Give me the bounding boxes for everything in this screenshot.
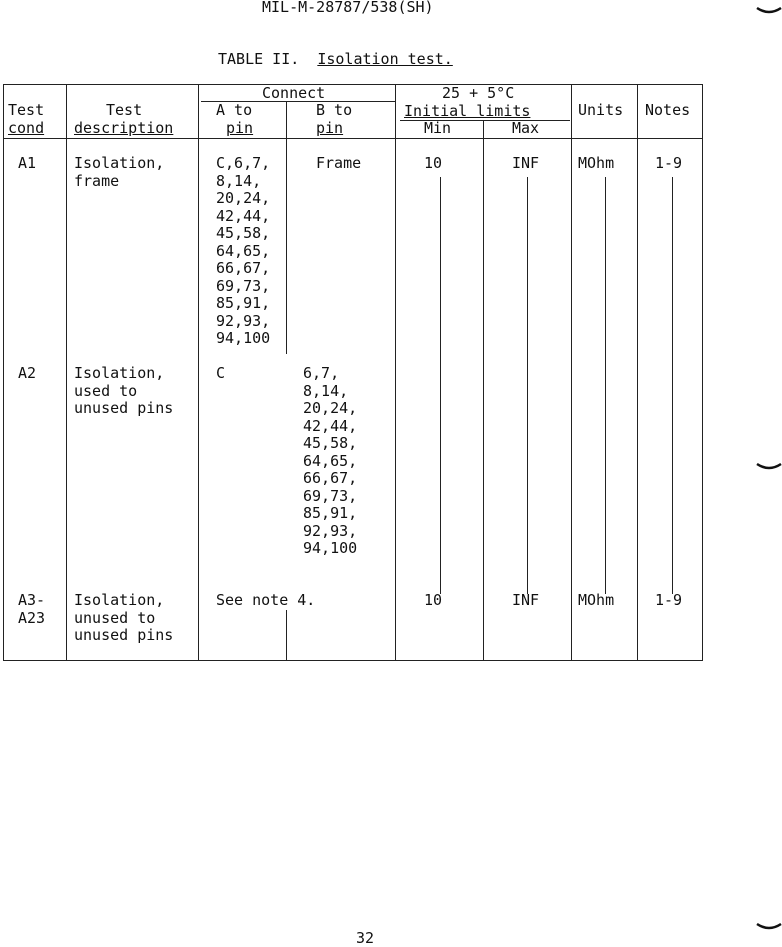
table-top-border — [3, 84, 702, 85]
binding-mark-top — [756, 6, 782, 16]
cell-a-to: C,6,7, 8,14, 20,24, 42,44, 45,58, 64,65, 66,67, 69,73, 85,91, 92,93, 94,100 — [216, 154, 271, 347]
cell-notes: 1-9 — [655, 591, 683, 609]
header-bottom-line — [3, 138, 702, 139]
page-number: 32 — [356, 929, 375, 947]
cell-cond: A3- A23 — [18, 591, 46, 627]
hdr-temp: 25 + 5°C — [442, 84, 515, 102]
cell-notes: 1-9 — [655, 154, 683, 172]
cell-min: 10 — [424, 154, 443, 172]
cell-units: MOhm — [578, 591, 615, 609]
cell-max: INF — [512, 154, 540, 172]
hdr-test-cond-2: cond — [8, 119, 45, 137]
cell-b-to: 6,7, 8,14, 20,24, 42,44, 45,58, 64,65, 66,67, 69,73, 85,91, 92,93, 94,100 — [303, 364, 358, 557]
col-line-5 — [483, 120, 484, 661]
col-line-7 — [637, 84, 638, 661]
table-title-text: Isolation test. — [317, 50, 453, 68]
col-line-3b — [286, 610, 287, 661]
cell-a-to: C — [216, 364, 226, 382]
max-continuation — [527, 177, 528, 594]
col-line-2 — [198, 84, 199, 661]
hdr-min: Min — [424, 119, 452, 137]
cell-min: 10 — [424, 591, 443, 609]
col-line-1 — [66, 84, 67, 661]
cell-b-to: Frame — [316, 154, 362, 172]
cell-description: Isolation, unused to unused pins — [74, 591, 174, 644]
table-title — [218, 50, 453, 68]
cell-max: INF — [512, 591, 540, 609]
col-line-3a — [286, 102, 287, 354]
units-continuation — [605, 177, 606, 594]
hdr-max: Max — [512, 119, 540, 137]
binding-mark-middle — [756, 462, 782, 472]
col-line-0 — [3, 84, 4, 661]
hdr-test-desc-1: Test — [106, 101, 143, 119]
cell-description: Isolation, frame — [74, 154, 165, 190]
cell-cond: A1 — [18, 154, 37, 172]
hdr-connect: Connect — [262, 84, 326, 102]
hdr-initial-limits: Initial limits — [404, 102, 531, 120]
binding-mark-bottom — [756, 922, 782, 932]
hdr-a-to-1: A to — [216, 101, 253, 119]
hdr-test-desc-2: description — [74, 119, 174, 137]
hdr-b-to-2: pin — [316, 119, 344, 137]
col-line-8 — [702, 84, 703, 661]
cell-a-to: See note 4. — [216, 591, 316, 609]
hdr-a-to-2: pin — [226, 119, 254, 137]
col-line-4 — [395, 84, 396, 661]
table-title-prefix: TABLE II. — [218, 50, 300, 68]
min-continuation — [440, 177, 441, 594]
hdr-test-cond-1: Test — [8, 101, 45, 119]
hdr-notes: Notes — [645, 101, 691, 119]
cell-description: Isolation, used to unused pins — [74, 364, 174, 417]
cell-cond: A2 — [18, 364, 37, 382]
document-id: MIL-M-28787/538(SH) — [262, 0, 434, 16]
hdr-units: Units — [578, 101, 624, 119]
notes-continuation — [672, 177, 673, 594]
col-line-6 — [571, 84, 572, 661]
cell-units: MOhm — [578, 154, 615, 172]
table-bottom-border — [3, 660, 702, 661]
hdr-b-to-1: B to — [316, 101, 353, 119]
